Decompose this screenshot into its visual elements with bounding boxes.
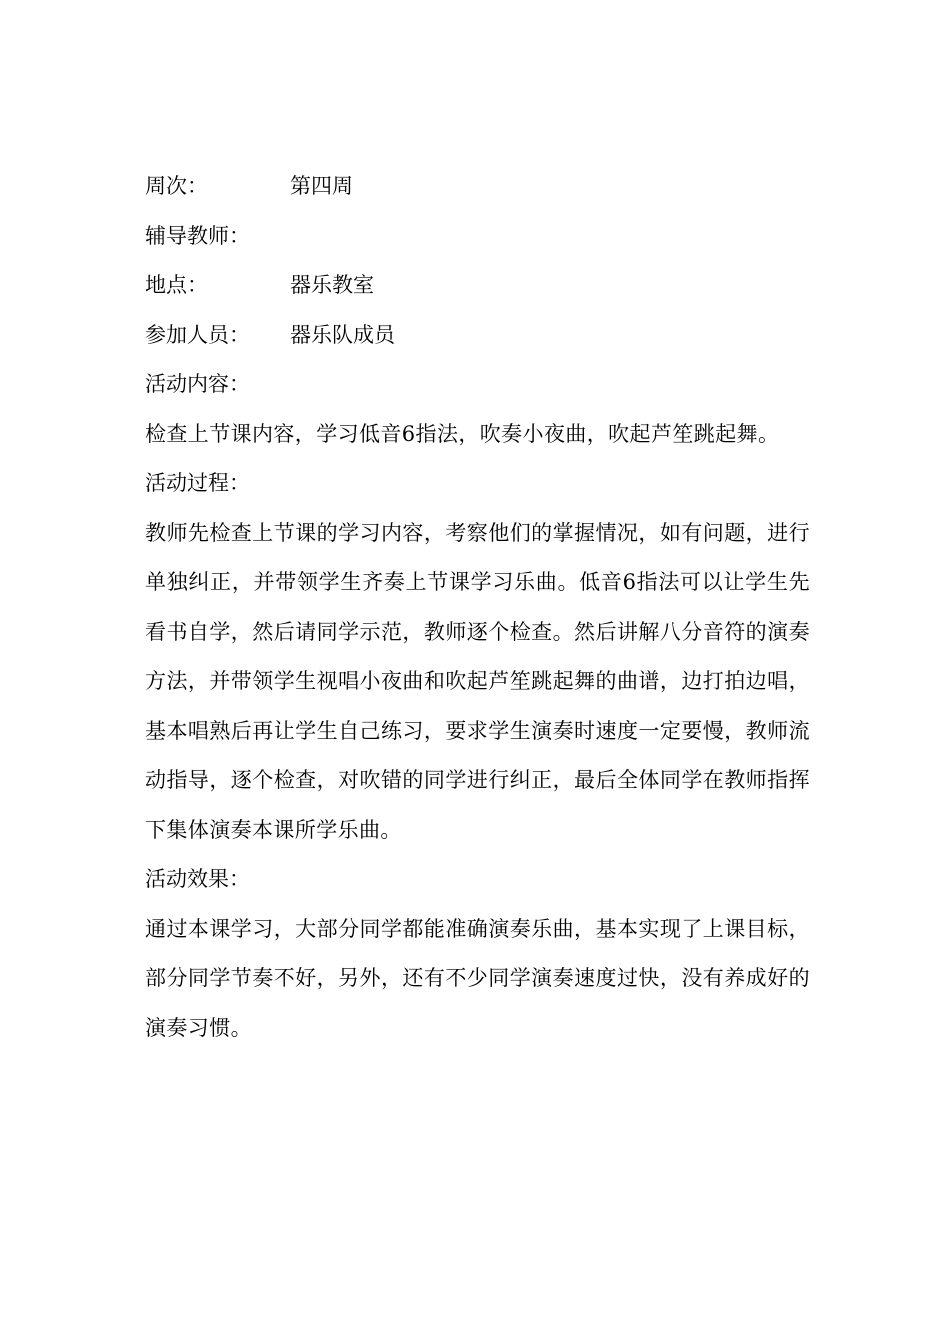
process-text: 教师先检查上节课的学习内容，考察他们的掌握情况，如有问题，进行单独纠正，并带领学生齐奏上节课学习乐曲。低音6指法可以让学生先看书自学，然后请同学示范，教师逐个检查。然后讲解八分音符的演奏方法，并带领学生视唱小夜曲和吹起芦笙跳起舞的曲谱，边打拍边唱，基本唱熟后再让学生自己练习，要求学生演奏时速度一定要慢，教师流动指导，逐个检查，对吹错的同学进行纠正，最后全体同学在教师指挥下集体演奏本课所学乐曲。 [145,520,810,842]
field-participants-label: 参加人员： [145,322,250,347]
content-heading: 活动内容： [145,372,250,396]
process-heading: 活动过程： [145,471,250,495]
effect-heading: 活动效果： [145,867,250,891]
field-location-value: 器乐教室 [290,273,374,297]
field-teacher [145,212,810,262]
activity-record [145,162,810,1053]
field-week-value: 第四周 [290,174,353,198]
field-participants-value: 器乐队成员 [290,322,395,347]
field-week [145,162,810,212]
content-text: 检查上节课内容，学习低音6指法，吹奏小夜曲，吹起芦笙跳起舞。 [145,421,780,446]
field-teacher-value [290,212,810,262]
field-week-label: 周次： [145,174,208,198]
field-location [145,261,810,311]
field-teacher-label: 辅导教师： [145,223,250,248]
field-location-label: 地点： [145,273,208,297]
effect-text: 通过本课学习，大部分同学都能准确演奏乐曲，基本实现了上课目标，部分同学节奏不好，另外，还有不少同学演奏速度过快，没有养成好的演奏习惯。 [145,916,810,1040]
field-participants [145,311,810,361]
